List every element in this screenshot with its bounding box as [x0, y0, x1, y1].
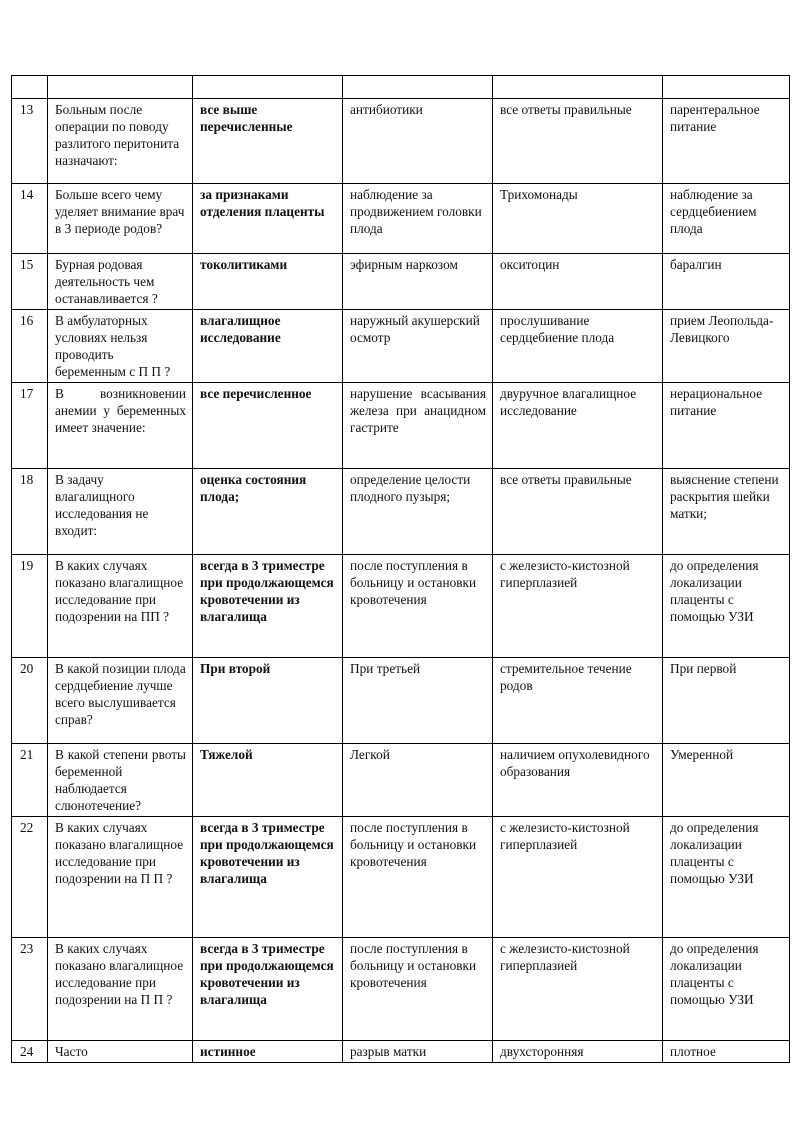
question-text: В каких случаях показано влагалищное исследование при подозрении на П П ? [48, 938, 193, 1041]
question-text: Больным после операции по поводу разлитого перитонита назначают: [48, 99, 193, 184]
correct-answer: за признаками отделения плаценты [193, 184, 343, 254]
answer-option: Умеренной [663, 744, 790, 817]
empty-cell [343, 76, 493, 99]
correct-answer: Тяжелой [193, 744, 343, 817]
table-header-row [12, 76, 790, 99]
answer-option: после поступления в больницу и остановки кровотечения [343, 938, 493, 1041]
answer-option: наличием опухолевидного образования [493, 744, 663, 817]
table-row [12, 383, 790, 469]
answer-option: с железисто-кистозной гиперплазией [493, 938, 663, 1041]
answer-option: все ответы правильные [493, 99, 663, 184]
answer-option: с железисто-кистозной гиперплазией [493, 817, 663, 938]
table-row [12, 469, 790, 555]
table-row [12, 658, 790, 744]
answer-option: прием Леопольда-Левицкого [663, 310, 790, 383]
correct-answer: всегда в 3 триместре при продолжающемся кровотечении из влагалища [193, 938, 343, 1041]
table-row [12, 310, 790, 383]
answer-option: баралгин [663, 254, 790, 310]
empty-cell [12, 76, 48, 99]
answer-option: с железисто-кистозной гиперплазией [493, 555, 663, 658]
answer-option: эфирным наркозом [343, 254, 493, 310]
answer-option: парентеральное питание [663, 99, 790, 184]
answer-option: разрыв матки [343, 1041, 493, 1063]
correct-answer: все перечисленное [193, 383, 343, 469]
answer-option: выяснение степени раскрытия шейки матки; [663, 469, 790, 555]
correct-answer: всегда в 3 триместре при продолжающемся кровотечении из влагалища [193, 817, 343, 938]
empty-cell [493, 76, 663, 99]
answer-option: стремительное течение родов [493, 658, 663, 744]
question-number: 22 [12, 817, 48, 938]
table-row [12, 938, 790, 1041]
question-number: 23 [12, 938, 48, 1041]
question-number: 17 [12, 383, 48, 469]
answer-option: наружный акушерский осмотр [343, 310, 493, 383]
answer-option: до определения локализации плаценты с помощью УЗИ [663, 817, 790, 938]
question-text: В какой степени рвоты беременной наблюдается слюнотечение? [48, 744, 193, 817]
answer-option: наблюдение за сердцебиением плода [663, 184, 790, 254]
table-row [12, 817, 790, 938]
question-number: 19 [12, 555, 48, 658]
answer-option: все ответы правильные [493, 469, 663, 555]
empty-cell [663, 76, 790, 99]
correct-answer: влагалищное исследование [193, 310, 343, 383]
correct-answer: оценка состояния плода; [193, 469, 343, 555]
question-number: 13 [12, 99, 48, 184]
answer-option: двухсторонняя [493, 1041, 663, 1063]
table-row [12, 1041, 790, 1063]
answer-option: нерациональное питание [663, 383, 790, 469]
question-number: 20 [12, 658, 48, 744]
answer-option: нарушение всасывания железа при анацидном гастрите [343, 383, 493, 469]
question-number: 14 [12, 184, 48, 254]
answer-option: до определения локализации плаценты с помощью УЗИ [663, 938, 790, 1041]
question-number: 24 [12, 1041, 48, 1063]
answer-option: двуручное влагалищное исследование [493, 383, 663, 469]
question-number: 18 [12, 469, 48, 555]
answer-option: окситоцин [493, 254, 663, 310]
question-number: 16 [12, 310, 48, 383]
table-row [12, 555, 790, 658]
question-text: В амбулаторных условиях нельзя проводить беременным с П П ? [48, 310, 193, 383]
question-text: В задачу влагалищного исследования не входит: [48, 469, 193, 555]
empty-cell [193, 76, 343, 99]
answer-option: до определения локализации плаценты с помощью УЗИ [663, 555, 790, 658]
table-row [12, 99, 790, 184]
question-text: Часто [48, 1041, 193, 1063]
correct-answer: При второй [193, 658, 343, 744]
correct-answer: все выше перечисленные [193, 99, 343, 184]
answer-option: наблюдение за продвижением головки плода [343, 184, 493, 254]
correct-answer: истинное [193, 1041, 343, 1063]
answer-option: Трихомонады [493, 184, 663, 254]
question-text: В каких случаях показано влагалищное исследование при подозрении на ПП ? [48, 555, 193, 658]
table-row [12, 184, 790, 254]
table-row [12, 254, 790, 310]
question-number: 21 [12, 744, 48, 817]
question-number: 15 [12, 254, 48, 310]
answer-option: антибиотики [343, 99, 493, 184]
question-text: Больше всего чему уделяет внимание врач в 3 периоде родов? [48, 184, 193, 254]
answer-option: При первой [663, 658, 790, 744]
correct-answer: токолитиками [193, 254, 343, 310]
answer-option: после поступления в больницу и остановки кровотечения [343, 817, 493, 938]
answer-option: Легкой [343, 744, 493, 817]
question-text: В каких случаях показано влагалищное исследование при подозрении на П П ? [48, 817, 193, 938]
answer-option: прослушивание сердцебиение плода [493, 310, 663, 383]
answer-option: При третьей [343, 658, 493, 744]
questions-table [11, 75, 790, 1063]
table-row [12, 744, 790, 817]
question-text: В возникновении анемии у беременных имеет значение: [48, 383, 193, 469]
empty-cell [48, 76, 193, 99]
answer-option: плотное [663, 1041, 790, 1063]
question-text: В какой позиции плода сердцебиение лучше всего выслушивается справ? [48, 658, 193, 744]
question-text: Бурная родовая деятельность чем останавливается ? [48, 254, 193, 310]
answer-option: определение целости плодного пузыря; [343, 469, 493, 555]
answer-option: после поступления в больницу и остановки кровотечения [343, 555, 493, 658]
document-page [11, 75, 790, 1063]
correct-answer: всегда в 3 триместре при продолжающемся кровотечении из влагалища [193, 555, 343, 658]
